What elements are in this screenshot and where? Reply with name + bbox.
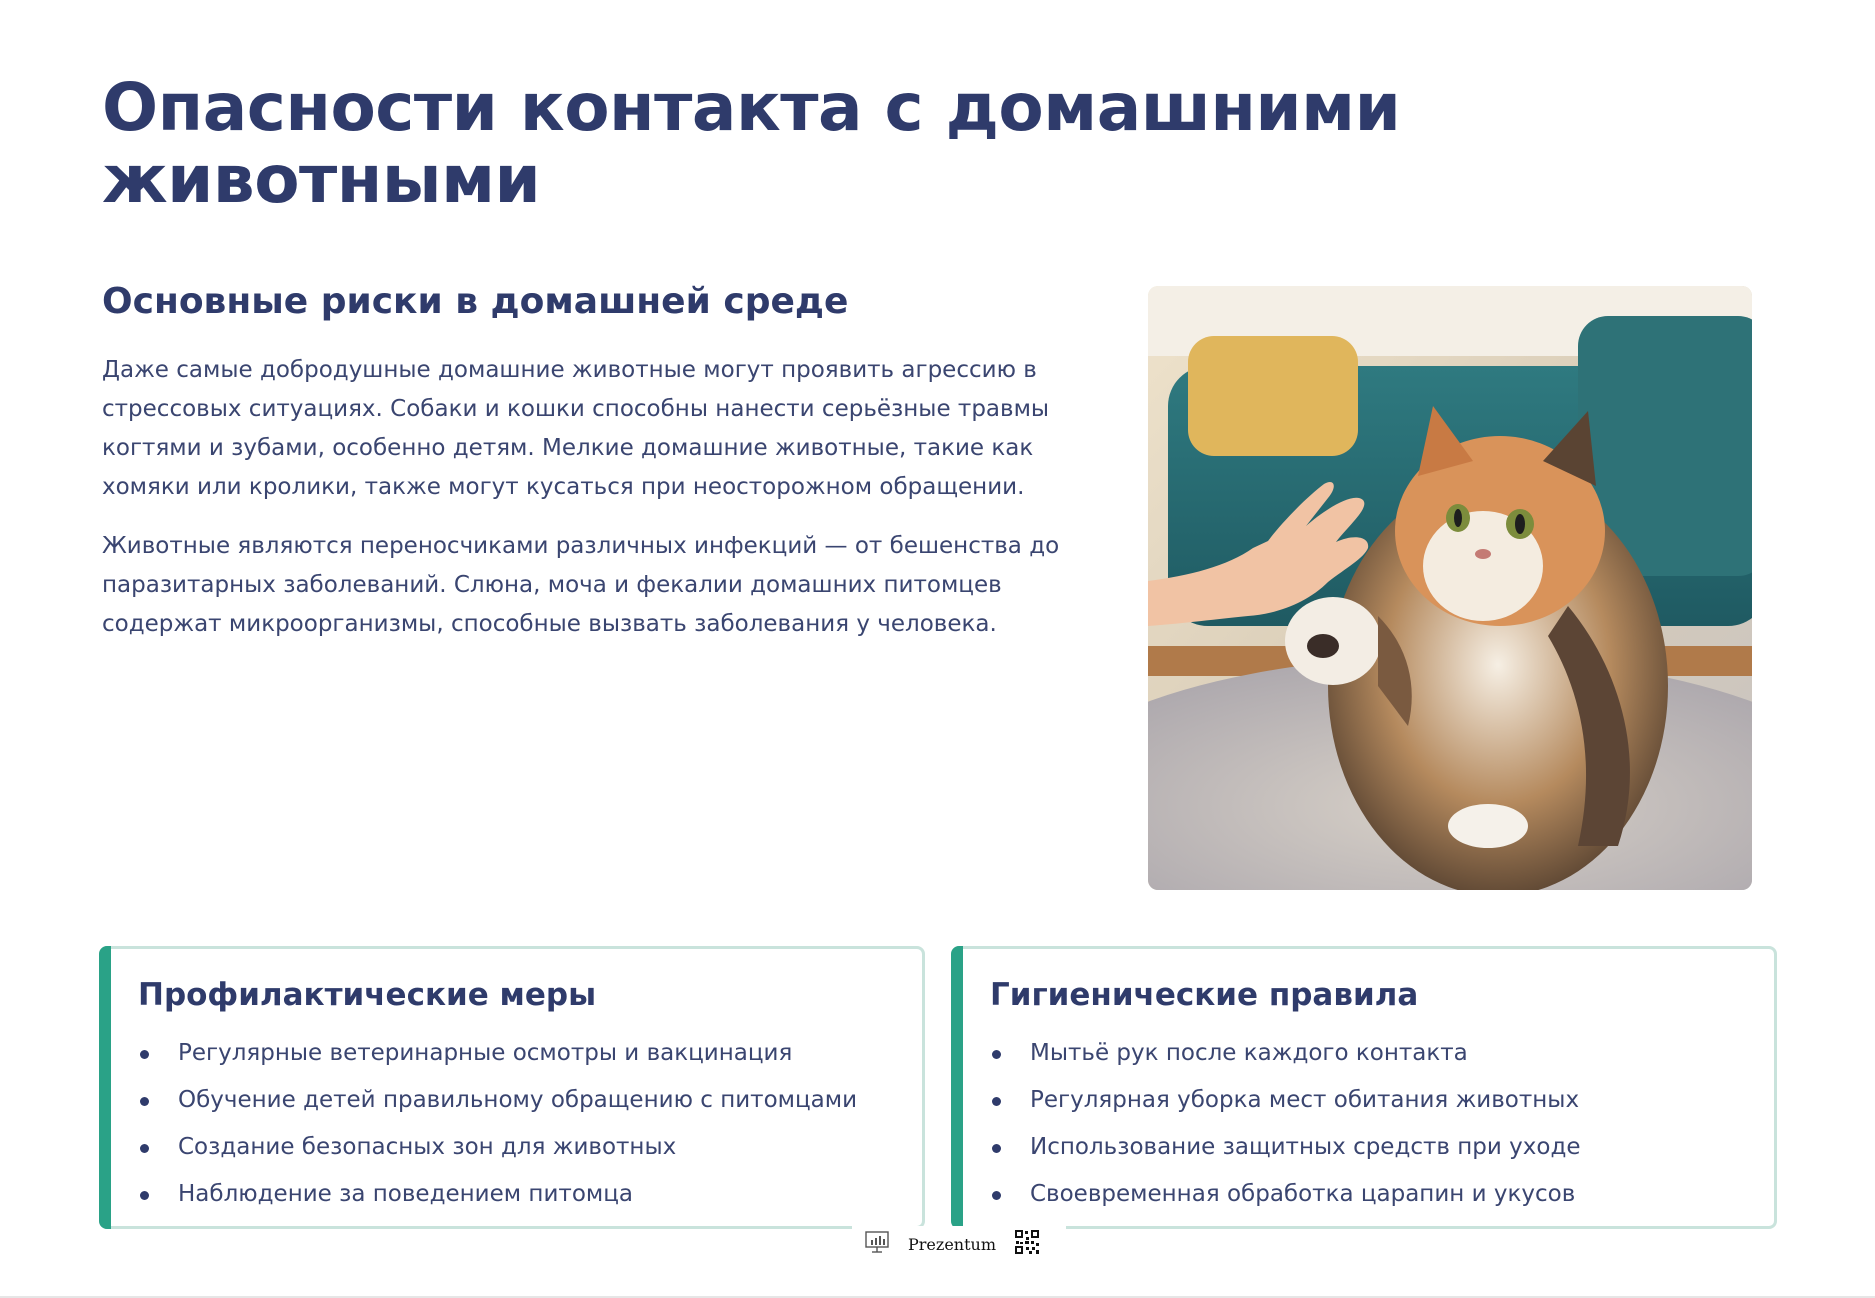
footer-brand: Prezentum xyxy=(908,1234,996,1254)
list-item-text: Обучение детей правильному обращению с питомцами xyxy=(178,1087,858,1113)
bullet-icon xyxy=(140,1097,149,1106)
paragraph-1: Даже самые добродушные домашние животные могут проявить агрессию в стрессовых ситуациях. Собаки и кошки способны нанести серьёзные травмы когтями и зубами, особенно детям. Мелкие домашние животные, такие как хомяки или кролики, также могут кусаться при неосторожном обращении. xyxy=(102,357,1050,500)
card-heading: Гигиенические правила xyxy=(990,977,1419,1013)
list-item-text: Своевременная обработка царапин и укусов xyxy=(1030,1181,1576,1207)
list-item-text: Мытьё рук после каждого контакта xyxy=(1030,1040,1468,1066)
body-text xyxy=(102,351,1062,664)
cat-photo xyxy=(1148,286,1752,890)
presentation-icon xyxy=(864,1230,890,1258)
list-item-text: Создание безопасных зон для животных xyxy=(178,1134,677,1160)
qr-code-icon xyxy=(1014,1229,1040,1259)
list-item xyxy=(138,1171,857,1218)
page-title: Опасности контакта с домашними животными xyxy=(102,69,1401,218)
bullet-icon xyxy=(992,1050,1001,1059)
bullet-icon xyxy=(140,1144,149,1153)
bullet-icon xyxy=(992,1144,1001,1153)
hygiene-card xyxy=(951,946,1777,1229)
hygiene-list xyxy=(990,1030,1581,1218)
list-item xyxy=(990,1077,1581,1124)
card-heading: Профилактические меры xyxy=(138,977,597,1013)
bullet-icon xyxy=(992,1191,1001,1200)
prevention-list xyxy=(138,1030,857,1218)
prevention-card xyxy=(99,946,925,1229)
bullet-icon xyxy=(140,1050,149,1059)
list-item xyxy=(138,1124,857,1171)
list-item xyxy=(990,1124,1581,1171)
section-subtitle: Основные риски в домашней среде xyxy=(102,281,849,322)
card-accent-bar xyxy=(99,946,111,1229)
card-accent-bar xyxy=(951,946,963,1229)
list-item xyxy=(990,1171,1581,1218)
list-item-text: Использование защитных средств при уходе xyxy=(1030,1134,1581,1160)
bullet-icon xyxy=(992,1097,1001,1106)
bullet-icon xyxy=(140,1191,149,1200)
list-item xyxy=(990,1030,1581,1077)
list-item xyxy=(138,1030,857,1077)
paragraph-2: Животные являются переносчиками различных инфекций — от бешенства до паразитарных заболеваний. Слюна, моча и фекалии домашних питомцев содержат микроорганизмы, способные вызвать заболевания у человека. xyxy=(102,533,1060,637)
list-item-text: Наблюдение за поведением питомца xyxy=(178,1181,633,1207)
list-item-text: Регулярная уборка мест обитания животных xyxy=(1030,1087,1580,1113)
footer-watermark xyxy=(852,1226,1066,1262)
list-item xyxy=(138,1077,857,1124)
list-item-text: Регулярные ветеринарные осмотры и вакцинация xyxy=(178,1040,793,1066)
